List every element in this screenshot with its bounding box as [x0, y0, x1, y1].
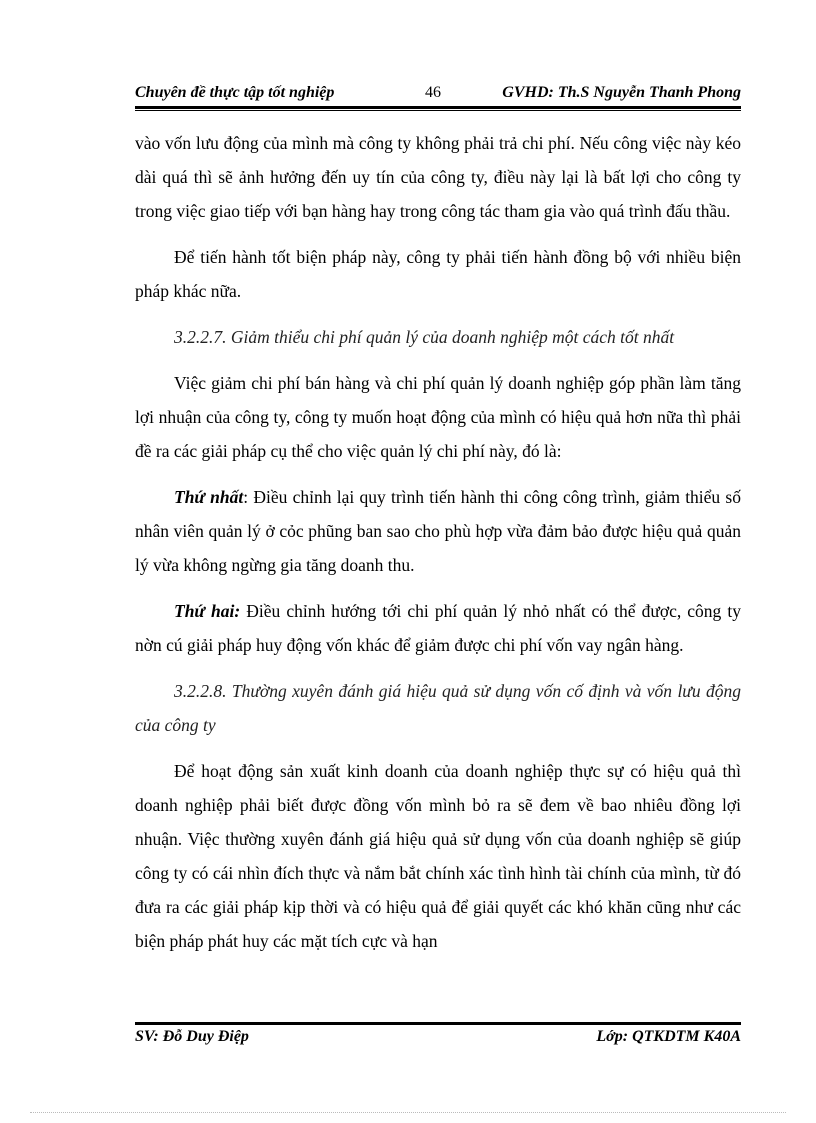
body-content: [135, 126, 741, 970]
paragraph-text: Điều chỉnh hướng tới chi phí quản lý nhỏ nhất có thể được, công ty nờn cú giải pháp huy động vốn khác để giảm được chi phí vốn vay ngân hàng.: [135, 601, 741, 655]
header-title: Chuyên đề thực tập tốt nghiệp: [135, 84, 335, 101]
page-footer: [135, 1026, 741, 1052]
section-heading: 3.2.2.7. Giảm thiểu chi phí quản lý của doanh nghiệp một cách tốt nhất: [174, 327, 675, 347]
page-number: 46: [425, 84, 441, 101]
section-heading: 3.2.2.8. Thường xuyên đánh giá hiệu quả sử dụng vốn cố định và vốn lưu động của công ty: [135, 681, 741, 735]
paragraph: vào vốn lưu động của mình mà công ty không phải trả chi phí. Nếu công việc này kéo dài quá thì sẽ ảnh hưởng đến uy tín của công ty, điều này lại là bất lợi cho công ty trong việc giao tiếp với bạn hàng hay trong công tác tham gia vào quá trình đấu thầu.: [135, 133, 741, 221]
header-divider: [135, 106, 741, 109]
footer-divider: [135, 1022, 741, 1025]
footer-class: Lớp: QTKDTM K40A: [596, 1028, 741, 1045]
footer-student: SV: Đỗ Duy Điệp: [135, 1028, 249, 1045]
paragraph: [135, 480, 741, 582]
paragraph: [135, 594, 741, 662]
header-supervisor: GVHD: Th.S Nguyễn Thanh Phong: [502, 84, 741, 101]
paragraph-text: : Điều chỉnh lại quy trình tiến hành thi công công trình, giảm thiểu số nhân viên quản lý ở cỏc phũng ban sao cho phù hợp vừa đảm bảo được hiệu quả quản lý vừa không ngừng gia tăng doanh thu.: [135, 487, 741, 575]
page-header: [135, 80, 741, 108]
paragraph: Để hoạt động sản xuất kinh doanh của doanh nghiệp thực sự có hiệu quả thì doanh nghiệp phải biết được đồng vốn mình bỏ ra sẽ đem về bao nhiêu đồng lợi nhuận. Việc thường xuyên đánh giá hiệu quả sử dụng vốn của doanh nghiệp sẽ giúp công ty có cái nhìn đích thực và nắm bắt chính xác tình hình tài chính của mình, từ đó đưa ra các giải pháp kịp thời và có hiệu quả để giải quyết các khó khăn cũng như các biện pháp phát huy các mặt tích cực và hạn: [135, 761, 741, 951]
header-divider-thin: [135, 110, 741, 111]
paragraph-lead: Thứ nhất: [174, 487, 244, 507]
paragraph-lead: Thứ hai:: [174, 601, 241, 621]
paragraph: Việc giảm chi phí bán hàng và chi phí quản lý doanh nghiệp góp phần làm tăng lợi nhuận của công ty, công ty muốn hoạt động của mình có hiệu quả hơn nữa thì phải đề ra các giải pháp cụ thể cho việc quản lý chi phí này, đó là:: [135, 373, 741, 461]
page-edge-dotted-line: [30, 1112, 786, 1113]
paragraph: Để tiến hành tốt biện pháp này, công ty phải tiến hành đồng bộ với nhiều biện pháp khác nữa.: [135, 247, 741, 301]
